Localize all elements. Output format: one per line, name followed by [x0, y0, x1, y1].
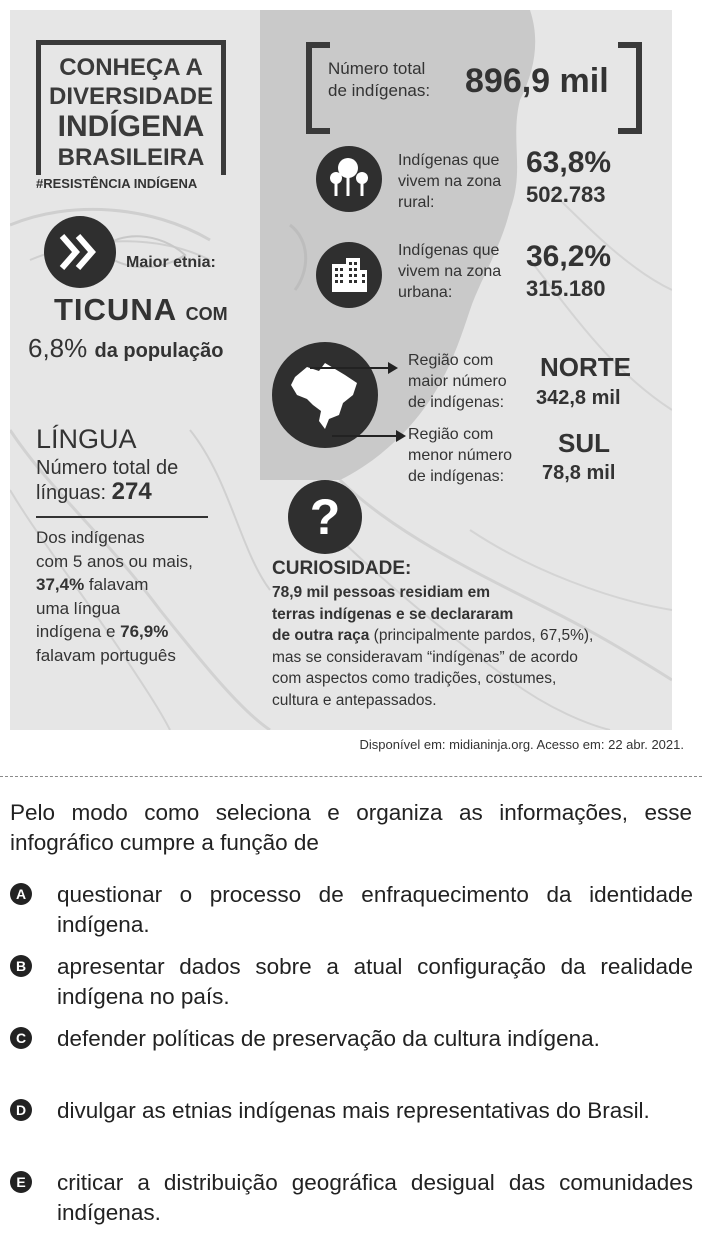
region-min-label-line: menor número — [408, 447, 513, 464]
curiosity-line: mas se consideravam “indígenas” de acordo — [272, 648, 578, 666]
language-bold: 76,9% — [120, 622, 169, 641]
curiosity-line: cultura e antepassados. — [272, 691, 437, 709]
language-paragraph — [36, 526, 236, 667]
title-line: DIVERSIDADE — [48, 83, 214, 110]
title-line: CONHEÇA A — [59, 54, 203, 81]
option-text: criticar a distribuição geográfica desigual das comunidades indígenas. — [57, 1170, 693, 1225]
curiosity-text — [272, 582, 672, 711]
option-e[interactable] — [10, 1168, 692, 1230]
total-label-line: Número total — [328, 59, 426, 78]
region-max-value: 342,8 mil — [536, 387, 621, 409]
urban-label-line: vivem na zona — [398, 263, 502, 280]
source-citation: Disponível em: midianinja.org. Acesso em: 22 abr. 2021. — [359, 737, 684, 752]
ethnicity-connector: COM — [185, 304, 228, 324]
dashed-divider — [0, 776, 702, 777]
bracket-right — [618, 42, 642, 134]
language-count: 274 — [111, 478, 152, 505]
curiosity-text-part: (principalmente pardos, 67,5%), — [369, 627, 594, 644]
curiosity-line: com aspectos como tradições, costumes, — [272, 670, 557, 687]
language-bold: 37,4% — [36, 575, 85, 594]
curiosity-line — [272, 582, 672, 604]
arrow-to-north — [310, 360, 400, 376]
option-d[interactable] — [10, 1096, 692, 1158]
rural-count: 502.783 — [526, 182, 606, 207]
language-text: falavam — [84, 575, 149, 594]
option-text: questionar o processo de enfraquecimento da identidade indígena. — [57, 882, 693, 937]
language-line: Dos indígenas — [36, 528, 145, 547]
urban-label-line: urbana: — [398, 284, 453, 301]
option-letter-b: B — [10, 955, 32, 977]
region-max-label-line: Região com — [408, 352, 494, 369]
language-line — [36, 620, 236, 644]
language-line — [36, 573, 236, 597]
language-line: falavam português — [36, 645, 176, 665]
language-text: indígena e — [36, 622, 121, 641]
region-max-label-line: de indígenas: — [408, 394, 505, 411]
region-min-label-line: de indígenas: — [408, 468, 505, 485]
ethnicity-label: Maior etnia: — [126, 254, 216, 271]
curiosity-title: CURIOSIDADE: — [272, 558, 412, 579]
buildings-icon — [316, 242, 382, 308]
chevrons-right-icon — [44, 216, 116, 288]
infographic — [10, 10, 672, 730]
option-text: defender políticas de preservação da cultura indígena. — [57, 1026, 600, 1051]
region-max-name: NORTE — [540, 352, 631, 382]
title-line: BRASILEIRA — [57, 144, 205, 171]
language-line: com 5 anos ou mais, — [36, 551, 193, 571]
urban-count: 315.180 — [526, 276, 606, 301]
option-letter-a: A — [10, 883, 32, 905]
option-a[interactable] — [10, 880, 692, 942]
ethnicity-percent-line — [28, 333, 223, 364]
curiosity-line — [272, 604, 672, 626]
urban-percent: 36,2% — [526, 240, 612, 273]
rural-percent: 63,8% — [526, 146, 612, 179]
arrow-to-south — [332, 428, 408, 444]
title-box — [36, 40, 226, 175]
rural-label-line: rural: — [398, 194, 435, 211]
curiosity-line — [272, 625, 672, 647]
language-divider — [36, 516, 208, 518]
ethnicity-percent: 6,8% — [28, 333, 88, 363]
language-line: uma língua — [36, 598, 121, 618]
language-count-block — [36, 456, 178, 505]
urban-label — [398, 240, 501, 303]
curiosity-bold: terras indígenas e se declararam — [272, 605, 514, 623]
language-subtitle: Número total de — [36, 457, 179, 479]
ethnicity-suffix: da população — [94, 340, 224, 362]
option-c[interactable] — [10, 1024, 692, 1086]
region-max-label-line: maior número — [408, 373, 507, 390]
option-letter-d: D — [10, 1099, 32, 1121]
rural-label-line: vivem na zona — [398, 173, 502, 190]
region-min-name: SUL — [558, 428, 610, 458]
language-title: LÍNGUA — [36, 424, 137, 454]
title-line: INDÍGENA — [57, 110, 205, 143]
option-text: divulgar as etnias indígenas mais representativas do Brasil. — [57, 1098, 650, 1123]
bracket-left — [306, 42, 330, 134]
option-b[interactable] — [10, 952, 692, 1014]
curiosity-bold: 78,9 mil pessoas residiam em — [272, 584, 490, 601]
trees-icon — [316, 146, 382, 212]
question-mark-icon: ? — [288, 480, 362, 554]
curiosity-bold: de outra raça — [272, 627, 370, 644]
hashtag: #RESISTÊNCIA INDÍGENA — [36, 176, 198, 191]
option-text: apresentar dados sobre a atual configuração da realidade indígena no país. — [57, 954, 693, 1009]
urban-label-line: Indígenas que — [398, 242, 500, 259]
language-subtitle: línguas: — [36, 482, 107, 504]
option-letter-e: E — [10, 1171, 32, 1193]
question-stem: Pelo modo como seleciona e organiza as informações, esse infográfico cumpre a função de — [10, 800, 692, 855]
region-min-label — [408, 424, 512, 487]
total-value: 896,9 mil — [465, 62, 609, 100]
region-min-value: 78,8 mil — [542, 462, 616, 484]
rural-label — [398, 150, 501, 213]
rural-label-line: Indígenas que — [398, 152, 500, 169]
total-label — [328, 58, 430, 102]
region-min-label-line: Região com — [408, 426, 494, 443]
ethnicity-name: TICUNA — [54, 292, 176, 327]
option-letter-c: C — [10, 1027, 32, 1049]
ethnicity-name-line — [54, 292, 228, 328]
region-max-label — [408, 350, 507, 413]
total-label-line: de indígenas: — [328, 81, 431, 100]
